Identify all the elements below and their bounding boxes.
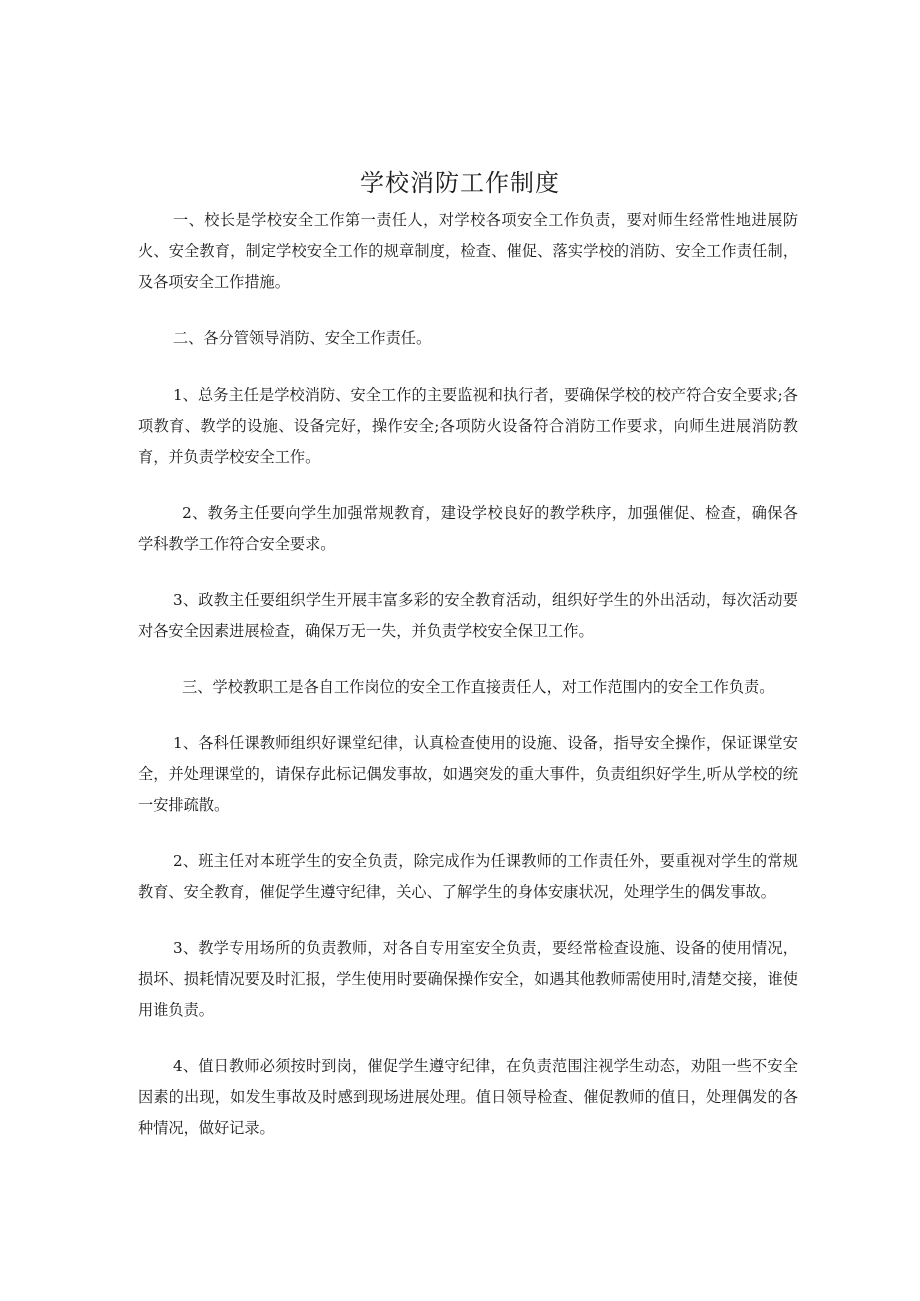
paragraph-special-room-teacher: 3、教学专用场所的负责教师，对各自专用室安全负责，要经常检查设施、设备的使用情况，损坏、损耗情况要及时汇报，学生使用时要确保操作安全，如遇其他教师需使用时,清楚交接，谁使用谁负责。: [138, 939, 798, 1019]
paragraph-subject-teachers: 1、各科任课教师组织好课堂纪律，认真检查使用的设施、设备，指导安全操作，保证课堂安全，并处理课堂的，请保存此标记偶发事故，如遇突发的重大事件，负责组织好学生,听从学校的统一安排疏散。: [138, 734, 798, 814]
document-title: 学校消防工作制度: [360, 169, 560, 197]
paragraph-duty-teacher: 4、值日教师必须按时到岗，催促学生遵守纪律，在负责范围注视学生动态，劝阻一些不安全因素的出现，如发生事故及时感到现场进展处理。值日领导检查、催促教师的值日，处理偶发的各种情况，做好记录。: [138, 1057, 798, 1137]
paragraph-academic-director: 2、教务主任要向学生加强常规教育，建设学校良好的教学秩序，加强催促、检查，确保各学科教学工作符合安全要求。: [138, 504, 798, 553]
paragraph-general-affairs-director: 1、总务主任是学校消防、安全工作的主要监视和执行者，要确保学校的校产符合安全要求;各项教育、教学的设施、设备完好，操作安全;各项防火设备符合消防工作要求，向师生进展消防教育，并负责学校安全工作。: [138, 386, 798, 466]
paragraph-principal-responsibility: 一、校长是学校安全工作第一责任人，对学校各项安全工作负责，要对师生经常性地进展防火、安全教育，制定学校安全工作的规章制度，检查、催促、落实学校的消防、安全工作责任制，及各项安全工作措施。: [138, 211, 798, 291]
document-body: [138, 205, 798, 1169]
paragraph-class-teacher: 2、班主任对本班学生的安全负责，除完成作为任课教师的工作责任外，要重视对学生的常规教育、安全教育，催促学生遵守纪律，关心、了解学生的身体安康状况，处理学生的偶发事故。: [138, 852, 798, 901]
paragraph-section-three-heading: 三、学校教职工是各自工作岗位的安全工作直接责任人，对工作范围内的安全工作负责。: [182, 678, 775, 696]
paragraph-section-two-heading: 二、各分管领导消防、安全工作责任。: [172, 329, 432, 347]
paragraph-political-education-director: 3、政教主任要组织学生开展丰富多彩的安全教育活动，组织好学生的外出活动，每次活动要对各安全因素进展检查，确保万无一失，并负责学校安全保卫工作。: [138, 591, 798, 640]
